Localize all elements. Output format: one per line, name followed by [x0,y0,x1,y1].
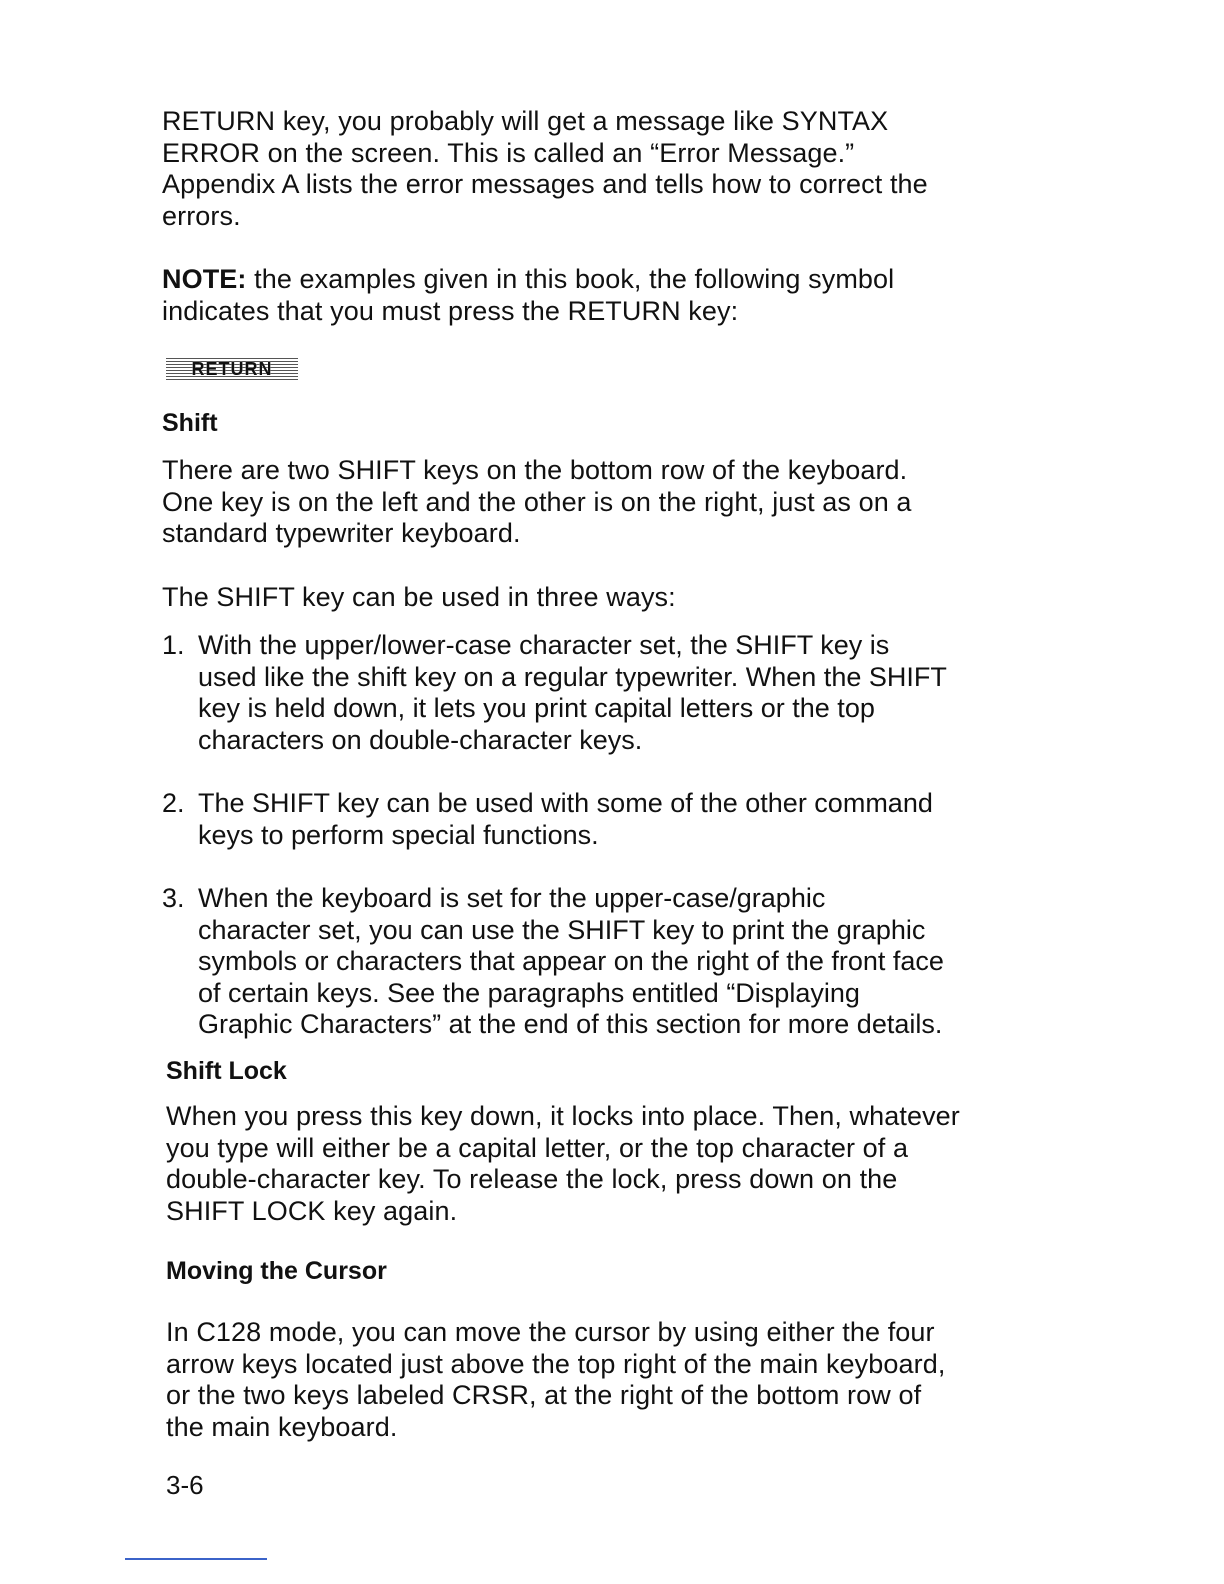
list-number: 1. [162,630,185,660]
shift-lock-heading: Shift Lock [166,1057,287,1085]
intro-line: RETURN key, you probably will get a message like SYNTAX [162,106,889,136]
list-line: When the keyboard is set for the upper-case/graphic [198,883,826,913]
note-text: the examples given in this book, the following symbol [246,264,895,294]
list-text [198,883,998,1041]
list-text [198,788,998,851]
list-line: characters on double-character keys. [198,724,643,755]
page-number: 3-6 [166,1470,204,1500]
cursor-line: In C128 mode, you can move the cursor by using either the four [166,1317,935,1347]
shift-lock-line: SHIFT LOCK key again. [166,1195,458,1226]
cursor-heading: Moving the Cursor [166,1257,387,1285]
shift-lock-line: When you press this key down, it locks into place. Then, whatever [166,1101,960,1131]
note-label: NOTE: [162,264,247,294]
cursor-line: or the two keys labeled CRSR, at the right of the bottom row of [166,1380,922,1410]
cursor-line: the main keyboard. [166,1411,398,1442]
shift-paragraph [162,455,912,550]
return-key-label: RETURN [191,359,273,379]
list-number: 3. [162,883,185,913]
intro-line: Appendix A lists the error messages and tells how to correct the [162,169,928,199]
list-line: With the upper/lower-case character set, the SHIFT key is [198,630,890,660]
list-line: Graphic Characters” at the end of this section for more details. [198,1009,943,1039]
shift-lock-paragraph [166,1101,960,1227]
note-paragraph [162,264,894,327]
cursor-paragraph [166,1317,945,1443]
note-line-1 [162,264,894,296]
intro-line: errors. [162,200,241,231]
shift-lock-line: you type will either be a capital letter, or the top character of a [166,1132,909,1163]
list-number: 2. [162,788,185,818]
shift-line: standard typewriter keyboard. [162,518,521,548]
shift-line: There are two SHIFT keys on the bottom row of the keyboard. [162,455,908,485]
list-line: key is held down, it lets you print capital letters or the top [198,693,875,723]
intro-line: ERROR on the screen. This is called an “Error Message.” [162,137,855,168]
list-line: used like the shift key on a regular typewriter. When the SHIFT [198,661,947,692]
shift-heading: Shift [162,409,218,437]
list-text [198,630,998,756]
note-line-2: indicates that you must press the RETURN key: [162,295,739,326]
shift-lock-line: double-character key. To release the lock, press down on the [166,1164,898,1194]
list-line: of certain keys. See the paragraphs entitled “Displaying [198,977,860,1008]
return-key-symbol [166,356,298,382]
cursor-line: arrow keys located just above the top right of the main keyboard, [166,1348,946,1379]
footer-rule [125,1558,267,1560]
list-line: keys to perform special functions. [198,819,599,850]
list-line: symbols or characters that appear on the right of the front face [198,946,944,976]
shift-line: One key is on the left and the other is on the right, just as on a [162,486,912,517]
shift-ways-paragraph: The SHIFT key can be used in three ways: [162,582,676,612]
list-line: character set, you can use the SHIFT key to print the graphic [198,914,926,945]
intro-paragraph [162,106,928,232]
list-line: The SHIFT key can be used with some of the other command [198,788,933,818]
